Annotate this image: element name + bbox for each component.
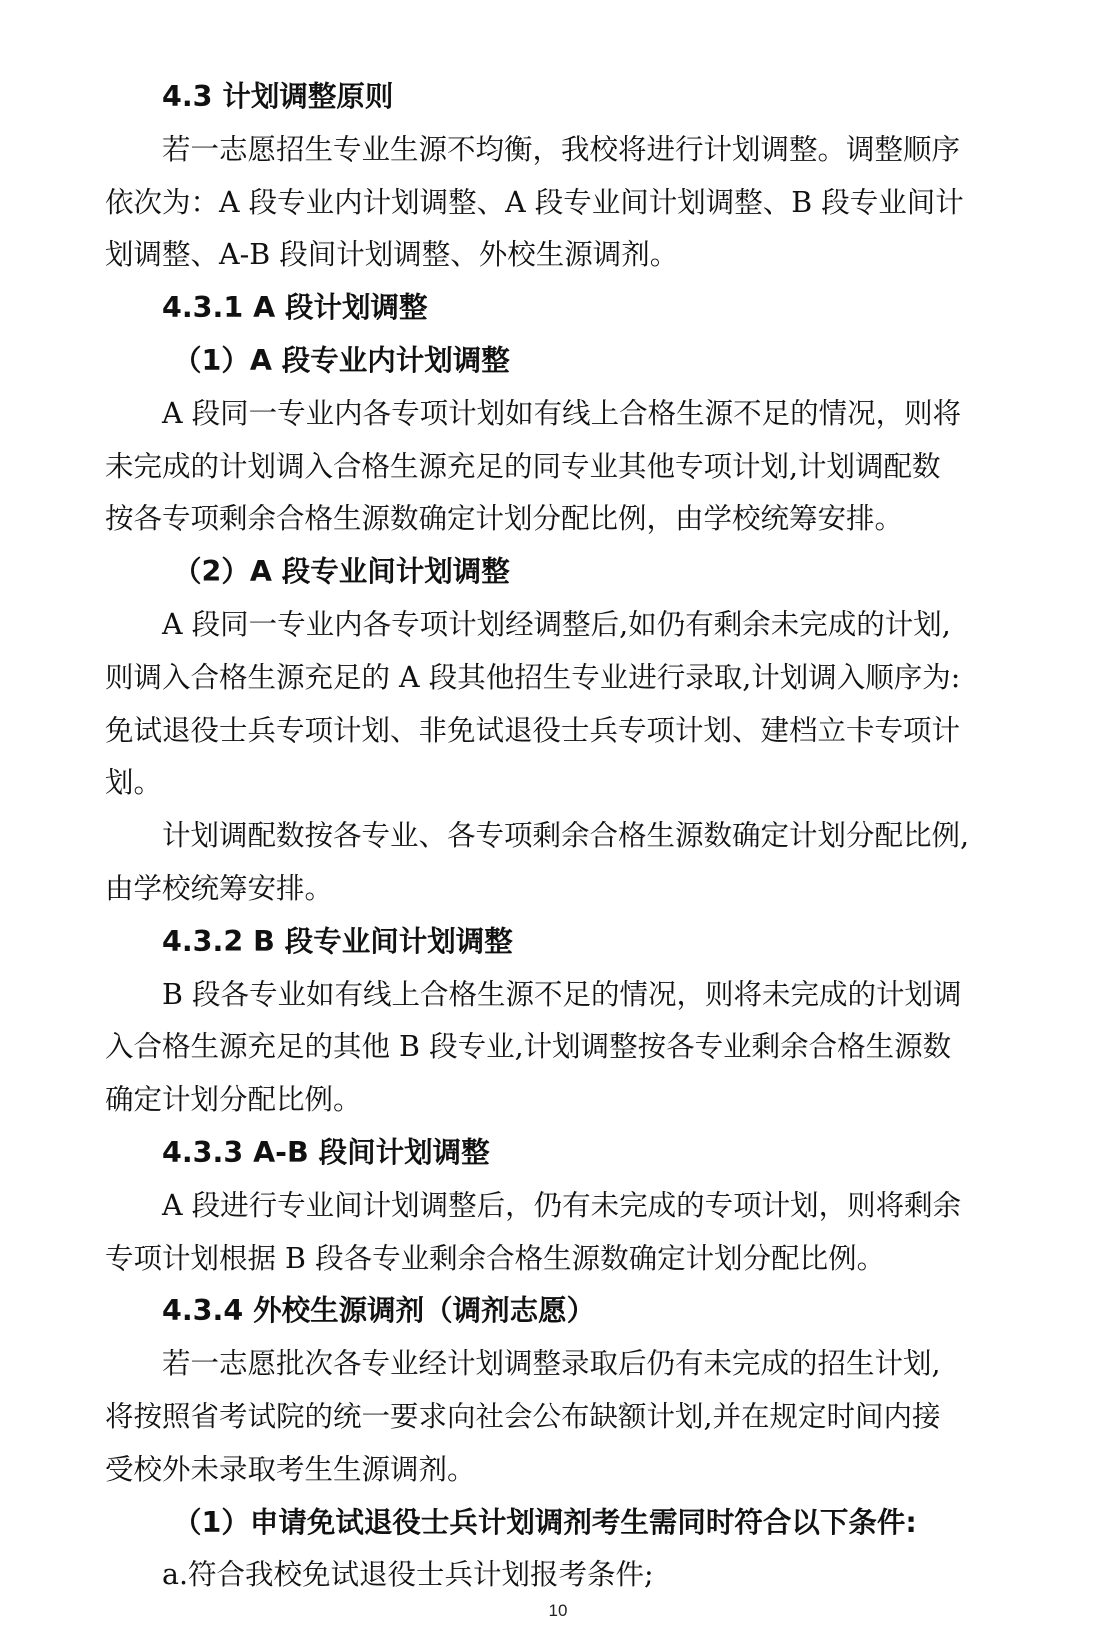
paragraph-line: 若一志愿招生专业生源不均衡，我校将进行计划调整。调整顺序 bbox=[162, 132, 961, 166]
paragraph-line: 划。 bbox=[105, 766, 163, 800]
paragraph-line: 划调整、A-B 段间计划调整、外校生源调剂。 bbox=[105, 238, 679, 272]
paragraph-line: 受校外未录取考生生源调剂。 bbox=[105, 1452, 476, 1486]
document-body bbox=[105, 80, 1005, 1611]
page-number: 10 bbox=[548, 1601, 568, 1620]
subsection-heading: （1）A 段专业内计划调整 bbox=[173, 343, 510, 377]
subsection-heading: （1）申请免试退役士兵计划调剂考生需同时符合以下条件: bbox=[173, 1505, 917, 1539]
section-heading: 4.3.3 A-B 段间计划调整 bbox=[162, 1135, 490, 1169]
paragraph-line: A 段进行专业间计划调整后，仍有未完成的专项计划，则将剩余 bbox=[162, 1188, 962, 1222]
section-heading: 4.3.1 A 段计划调整 bbox=[162, 291, 428, 325]
paragraph-line: 入合格生源充足的其他 B 段专业,计划调整按各专业剩余合格生源数 bbox=[105, 1030, 952, 1064]
paragraph-line: A 段同一专业内各专项计划经调整后,如仍有剩余未完成的计划, bbox=[162, 607, 951, 641]
paragraph-line: A 段同一专业内各专项计划如有线上合格生源不足的情况，则将 bbox=[162, 396, 962, 430]
paragraph-line: 免试退役士兵专项计划、非免试退役士兵专项计划、建档立卡专项计 bbox=[105, 713, 961, 747]
paragraph-line: 未完成的计划调入合格生源充足的同专业其他专项计划,计划调配数 bbox=[105, 449, 941, 483]
paragraph-line: 确定计划分配比例。 bbox=[105, 1083, 362, 1117]
paragraph-line: 将按照省考试院的统一要求向社会公布缺额计划,并在规定时间内接 bbox=[105, 1399, 941, 1433]
paragraph-line: 则调入合格生源充足的 A 段其他招生专业进行录取,计划调入顺序为: bbox=[105, 660, 961, 694]
section-heading: 4.3 计划调整原则 bbox=[162, 80, 394, 113]
paragraph-line: B 段各专业如有线上合格生源不足的情况，则将未完成的计划调 bbox=[162, 977, 962, 1011]
paragraph-line: 计划调配数按各专业、各专项剩余合格生源数确定计划分配比例, bbox=[162, 819, 970, 853]
paragraph-line: 依次为：A 段专业内计划调整、A 段专业间计划调整、B 段专业间计 bbox=[105, 185, 964, 219]
paragraph-line: 若一志愿批次各专业经计划调整录取后仍有未完成的招生计划, bbox=[162, 1347, 941, 1381]
paragraph-line: a.符合我校免试退役士兵计划报考条件; bbox=[162, 1558, 654, 1592]
section-heading: 4.3.4 外校生源调剂（调剂志愿） bbox=[162, 1294, 596, 1328]
paragraph-line: 专项计划根据 B 段各专业剩余合格生源数确定计划分配比例。 bbox=[105, 1241, 886, 1275]
paragraph-line: 由学校统筹安排。 bbox=[105, 871, 334, 905]
section-heading: 4.3.2 B 段专业间计划调整 bbox=[162, 924, 513, 958]
paragraph-line: 按各专项剩余合格生源数确定计划分配比例，由学校统筹安排。 bbox=[105, 502, 904, 536]
subsection-heading: （2）A 段专业间计划调整 bbox=[173, 555, 510, 589]
